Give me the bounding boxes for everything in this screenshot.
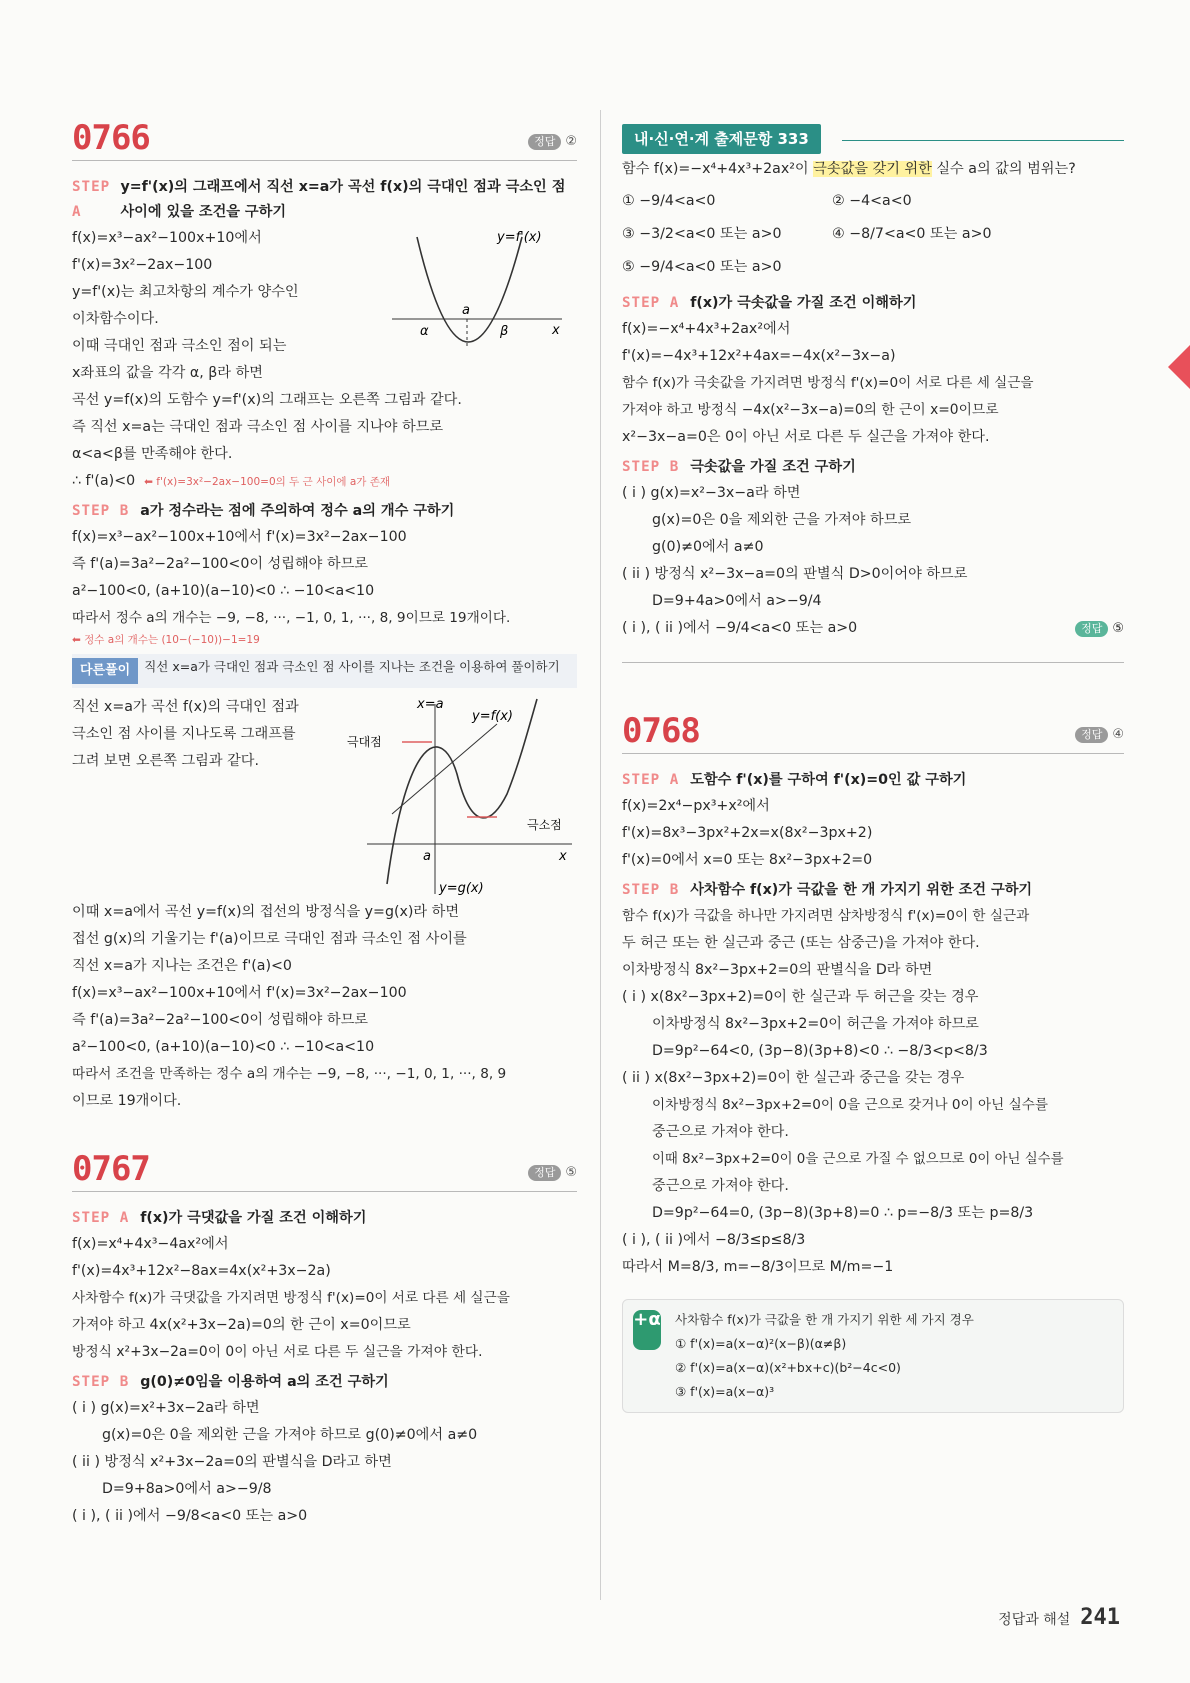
text-line: 즉 f'(a)=3a²−2a²−100<0이 성립해야 하므로 [72, 1012, 369, 1028]
option-4[interactable]: ④ −8/7<a<0 또는 a>0 [832, 226, 992, 242]
text-line: y=f'(x)는 최고차항의 계수가 양수인 [72, 284, 299, 300]
graph-label-yf: y=f(x) [472, 709, 513, 724]
alt-solution-header [72, 654, 577, 688]
text-line: 중근으로 가져야 한다. [652, 1124, 789, 1140]
text-line: x좌표의 값을 각각 α, β라 하면 [72, 365, 263, 381]
text-line: g(x)=0은 0을 제외한 근을 가져야 하므로 [652, 512, 912, 528]
option-2[interactable]: ② −4<a<0 [832, 193, 912, 209]
graph-label-max: 극대점 [347, 735, 382, 749]
answer-options [622, 188, 1124, 281]
text-line: f(x)=2x⁴−px³+x²에서 [622, 798, 770, 814]
column-divider [600, 110, 601, 1600]
text-line: ( i ), ( ii )에서 −9/4<a<0 또는 a>0 [622, 620, 858, 636]
graph-label-beta: β [500, 324, 509, 339]
text-line: 접선 g(x)의 기울기는 f'(a)이므로 극대인 점과 극소인 점 사이를 [72, 931, 467, 947]
graph-label-x: x [559, 849, 567, 864]
tip-line: ① f'(x)=a(x−α)²(x−β)(α≠β) [675, 1336, 847, 1351]
text-line: g(0)≠0에서 a≠0 [652, 539, 764, 555]
graph-label-x: x [552, 323, 560, 338]
step-title: 도함수 f'(x)를 구하여 f'(x)=0인 값 구하기 [690, 772, 967, 788]
step-heading [72, 1206, 577, 1231]
text-line: 이므로 19개이다. [72, 1093, 182, 1109]
banner-rule [842, 140, 1124, 141]
step-tag: STEP B [622, 459, 680, 475]
answer-value: ⑤ [565, 1165, 577, 1180]
alt-title: 직선 x=a가 극대인 점과 극소인 점 사이를 지나는 조건을 이용하여 풀이하기 [144, 659, 560, 674]
text-line: f'(x)=0에서 x=0 또는 8x²−3px+2=0 [622, 852, 873, 868]
tip-line: ② f'(x)=a(x−α)(x²+bx+c)(b²−4c<0) [675, 1360, 901, 1375]
text-line: 방정식 x²+3x−2a=0이 0이 아닌 서로 다른 두 실근을 가져야 한다. [72, 1344, 483, 1360]
conclusion-line [72, 468, 577, 495]
side-note: ⬅ 정수 a의 개수는 (10−(−10))−1=19 [72, 634, 260, 646]
text-line: f(x)=x³−ax²−100x+10에서 f'(x)=3x²−2ax−100 [72, 529, 407, 545]
text-line: 직선 x=a가 지나는 조건은 f'(a)<0 [72, 958, 292, 974]
text-line: 가져야 하고 방정식 −4x(x²−3x−a)=0의 한 근이 x=0이므로 [622, 402, 999, 418]
answer-value: ④ [1112, 727, 1124, 742]
text-line: f(x)=−x⁴+4x³+2ax²에서 [622, 321, 791, 337]
text-line: f(x)=x³−ax²−100x+10에서 f'(x)=3x²−2ax−100 [72, 985, 407, 1001]
text-line: 함수 f(x)가 극솟값을 가지려면 방정식 f'(x)=0이 서로 다른 세 실근을 [622, 375, 1034, 391]
page-footer [998, 1605, 1120, 1630]
answer-label [1075, 615, 1124, 642]
derivative-graph [372, 217, 572, 367]
text-line: 이차함수이다. [72, 311, 159, 327]
text-line: 가져야 하고 4x(x²+3x−2a)=0의 한 근이 x=0이므로 [72, 1317, 411, 1333]
text-line: 이차방정식 8x²−3px+2=0의 판별식을 D라 하면 [622, 962, 933, 978]
text-line: a²−100<0, (a+10)(a−10)<0 ∴ −10<a<10 [72, 1039, 375, 1055]
text-line: f'(x)=−4x³+12x²+4ax=−4x(x²−3x−a) [622, 348, 896, 364]
problem-number: 0768 [622, 711, 700, 751]
graph-label-a: a [462, 303, 470, 318]
tip-line: ③ f'(x)=a(x−α)³ [675, 1384, 775, 1399]
left-column [72, 118, 577, 1530]
text-line: D=9+8a>0에서 a>−9/8 [102, 1481, 272, 1497]
answer-badge: 정답 [1075, 727, 1108, 743]
text-line: 이차방정식 8x²−3px+2=0이 0을 근으로 갖거나 0이 아닌 실수를 [652, 1097, 1048, 1113]
step-heading [622, 878, 1124, 903]
question-text: 실수 a의 값의 범위는? [931, 161, 1076, 177]
conclusion: ∴ f'(a)<0 [72, 473, 136, 489]
text-line: f'(x)=8x³−3px²+2x=x(8x²−3px+2) [622, 825, 873, 841]
answer-value: ② [565, 134, 577, 149]
step-tag: STEP A [72, 1210, 130, 1226]
problem-header-0768 [622, 711, 1124, 754]
naesin-final [622, 615, 1124, 642]
answer-badge: 정답 [528, 1165, 561, 1181]
step-title: f(x)가 극댓값을 가질 조건 이해하기 [140, 1210, 367, 1226]
text-line: a²−100<0, (a+10)(a−10)<0 ∴ −10<a<10 [72, 583, 375, 599]
step-tag: STEP B [622, 882, 680, 898]
cubic-graph [347, 694, 577, 899]
option-5[interactable]: ⑤ −9/4<a<0 또는 a>0 [622, 259, 782, 275]
text-line: x²−3x−a=0은 0이 아닌 서로 다른 두 실근을 가져야 한다. [622, 429, 990, 445]
step-heading [622, 291, 1124, 316]
step-heading [622, 768, 1124, 793]
step-tag: STEP B [72, 1374, 130, 1390]
question-highlight: 극솟값을 갖기 위한 [813, 161, 932, 177]
text-line: ( i ) g(x)=x²+3x−2a라 하면 [72, 1400, 260, 1416]
step-title: 극솟값을 가질 조건 구하기 [690, 459, 856, 475]
text-line: 극소인 점 사이를 지나도록 그래프를 [72, 726, 296, 742]
step-tag: STEP A [72, 179, 111, 220]
problem-number: 0766 [72, 118, 150, 158]
text-line: 즉 직선 x=a는 극대인 점과 극소인 점 사이를 지나야 하므로 [72, 419, 444, 435]
text-line: 그려 보면 오른쪽 그림과 같다. [72, 753, 260, 769]
graph-label-a: a [423, 849, 431, 864]
page-number: 241 [1080, 1605, 1120, 1630]
text-line: f'(x)=4x³+12x²−8ax=4x(x²+3x−2a) [72, 1263, 331, 1279]
text-line: ( i ), ( ii )에서 −8/3≤p≤8/3 [622, 1232, 806, 1248]
problem-number: 0767 [72, 1149, 150, 1189]
problem-header-0766 [72, 118, 577, 161]
text-line: f(x)=x⁴+4x³−4ax²에서 [72, 1236, 229, 1252]
text-line: ( ii ) x(8x²−3px+2)=0이 한 실근과 중근을 갖는 경우 [622, 1070, 965, 1086]
text-line: 이차방정식 8x²−3px+2=0이 허근을 가져야 하므로 [652, 1016, 979, 1032]
graph-label-yg: y=g(x) [439, 881, 484, 896]
graph-label-alpha: α [420, 324, 429, 339]
text-line: 따라서 조건을 만족하는 정수 a의 개수는 −9, −8, ···, −1, 0, 1, ···, 8, 9 [72, 1066, 507, 1082]
step-a-body [72, 225, 577, 387]
step-title: g(0)≠0임을 이용하여 a의 조건 구하기 [140, 1374, 389, 1390]
text-line: D=9+4a>0에서 a>−9/4 [652, 593, 822, 609]
alt-badge: 다른풀이 [72, 658, 138, 684]
alt-body [72, 694, 577, 899]
text-line: 따라서 M=8/3, m=−8/3이므로 M/m=−1 [622, 1259, 894, 1275]
text-line: f(x)=x³−ax²−100x+10에서 [72, 230, 262, 246]
naesin-banner: 내·신·연·계 출제문항 333 [622, 124, 821, 154]
answer-value: ⑤ [1112, 621, 1124, 636]
side-note: ⬅ f'(x)=3x²−2ax−100=0의 두 근 사이에 a가 존재 [144, 476, 391, 488]
naesin-question [622, 157, 1124, 182]
right-column [622, 124, 1124, 1413]
question-text: 함수 f(x)=−x⁴+4x³+2ax²이 [622, 161, 814, 177]
problem-header-0767 [72, 1149, 577, 1192]
text-line: 곡선 y=f(x)의 도함수 y=f'(x)의 그래프는 오른쪽 그림과 같다. [72, 392, 462, 408]
text-line: g(x)=0은 0을 제외한 근을 가져야 하므로 g(0)≠0에서 a≠0 [102, 1427, 478, 1443]
text-line: D=9p²−64=0, (3p−8)(3p+8)=0 ∴ p=−8/3 또는 p=8/3 [652, 1205, 1034, 1221]
text-line: 함수 f(x)가 극값을 하나만 가지려면 삼차방정식 f'(x)=0이 한 실근과 [622, 908, 1030, 924]
text-line: 이때 극대인 점과 극소인 점이 되는 [72, 338, 287, 354]
text-line: ( i ) x(8x²−3px+2)=0이 한 실근과 두 허근을 갖는 경우 [622, 989, 979, 1005]
step-title: y=f'(x)의 그래프에서 직선 x=a가 곡선 f(x)의 극대인 점과 극소인 점 사이에 있을 조건을 구하기 [120, 179, 566, 220]
text-line: 따라서 정수 a의 개수는 −9, −8, ···, −1, 0, 1, ···, 8, 9이므로 19개이다. [72, 610, 511, 626]
text-line: ( i ), ( ii )에서 −9/8<a<0 또는 a>0 [72, 1508, 308, 1524]
tip-title: 사차함수 f(x)가 극값을 한 개 가지기 위한 세 가지 경우 [675, 1312, 974, 1327]
text-line: ( ii ) 방정식 x²+3x−2a=0의 판별식을 D라고 하면 [72, 1454, 392, 1470]
text-line: ( ii ) 방정식 x²−3x−a=0의 판별식 D>0이어야 하므로 [622, 566, 968, 582]
text-line: 사차함수 f(x)가 극댓값을 가지려면 방정식 f'(x)=0이 서로 다른 세 실근을 [72, 1290, 510, 1306]
answer-label [1075, 721, 1124, 748]
plus-alpha-icon: +α [633, 1310, 661, 1350]
answer-badge: 정답 [528, 134, 561, 150]
text-line: 중근으로 가져야 한다. [652, 1178, 789, 1194]
graph-label-min: 극소점 [527, 818, 562, 832]
graph-label-xa: x=a [417, 697, 444, 712]
text-line: 즉 f'(a)=3a²−2a²−100<0이 성립해야 하므로 [72, 556, 369, 572]
answer-label [528, 1159, 577, 1186]
answer-badge: 정답 [1075, 621, 1108, 637]
step-title: 사차함수 f(x)가 극값을 한 개 가지기 위한 조건 구하기 [690, 882, 1033, 898]
footer-label: 정답과 해설 [998, 1612, 1071, 1628]
text-line: 이때 x=a에서 곡선 y=f(x)의 접선의 방정식을 y=g(x)라 하면 [72, 904, 460, 920]
step-tag: STEP A [622, 772, 680, 788]
step-tag: STEP A [622, 295, 680, 311]
answer-label [528, 128, 577, 155]
edge-tab-marker [1168, 345, 1190, 389]
step-heading [72, 1370, 577, 1395]
option-3[interactable]: ③ −3/2<a<0 또는 a>0 [622, 226, 782, 242]
step-heading [622, 455, 1124, 480]
graph-label-y: y=f'(x) [497, 230, 542, 245]
text-line: 직선 x=a가 곡선 f(x)의 극대인 점과 [72, 699, 299, 715]
step-title: f(x)가 극솟값을 가질 조건 이해하기 [690, 295, 917, 311]
text-line: f'(x)=3x²−2ax−100 [72, 257, 213, 273]
text-line: 두 허근 또는 한 실근과 중근 (또는 삼중근)을 가져야 한다. [622, 935, 980, 951]
text-line: 이때 8x²−3px+2=0이 0을 근으로 가질 수 없으므로 0이 아닌 실수를 [652, 1152, 1064, 1167]
step-heading [72, 499, 577, 524]
section-rule [622, 662, 1124, 663]
option-1[interactable]: ① −9/4<a<0 [622, 193, 716, 209]
tip-box [622, 1299, 1124, 1413]
text-line: D=9p²−64<0, (3p−8)(3p+8)<0 ∴ −8/3<p<8/3 [652, 1043, 988, 1059]
text-line: α<a<β를 만족해야 한다. [72, 446, 233, 462]
text-line: ( i ) g(x)=x²−3x−a라 하면 [622, 485, 801, 501]
step-title: a가 정수라는 점에 주의하여 정수 a의 개수 구하기 [140, 503, 455, 519]
step-tag: STEP B [72, 503, 130, 519]
